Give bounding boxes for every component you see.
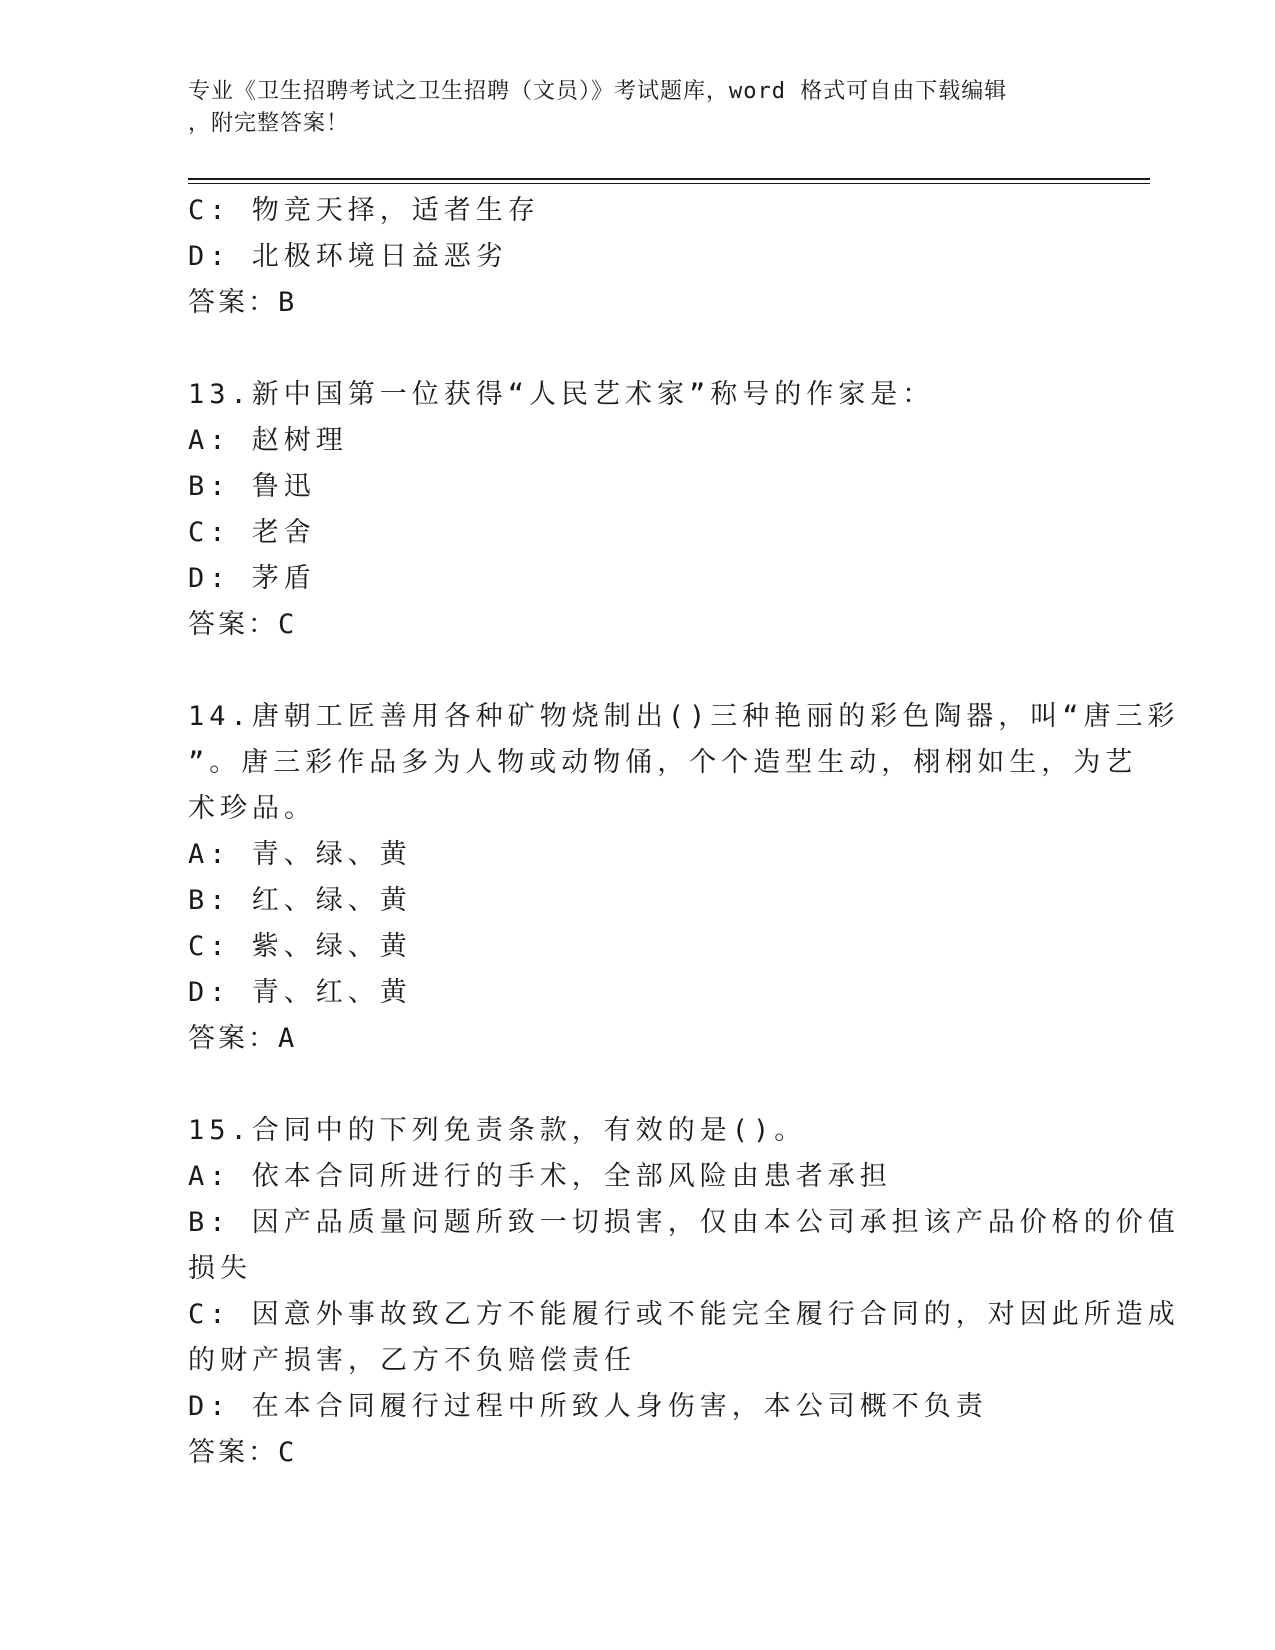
option-c-line-1: C: 因意外事故致乙方不能履行或不能完全履行合同的，对因此所造成 — [188, 1299, 1180, 1330]
answer-line: 答案：B — [188, 287, 298, 318]
question-stem-line-1: 14.唐朝工匠善用各种矿物烧制出()三种艳丽的彩色陶器，叫“唐三彩 — [188, 701, 1180, 732]
spacer — [188, 1062, 1088, 1108]
header-divider-thin — [188, 183, 1150, 184]
option-b-line-2: 损失 — [188, 1253, 252, 1284]
question-12-continued — [188, 188, 1088, 326]
option-c-line-2: 的财产损害，乙方不负赔偿责任 — [188, 1345, 636, 1376]
question-stem-line-3: 术珍品。 — [188, 793, 316, 824]
header-line-1: 专业《卫生招聘考试之卫生招聘（文员）》考试题库，word 格式可自由下载编辑 — [188, 79, 1008, 104]
question-stem: 15.合同中的下列免责条款，有效的是()。 — [188, 1115, 807, 1146]
header-divider-thick — [188, 178, 1150, 180]
option-b: B: 红、绿、黄 — [188, 885, 412, 916]
option-c: C: 物竞天择，适者生存 — [188, 195, 540, 226]
option-c: C: 老舍 — [188, 517, 316, 548]
question-15 — [188, 1108, 1180, 1476]
option-d: D: 青、红、黄 — [188, 977, 412, 1008]
question-14 — [188, 694, 1180, 1062]
option-a: A: 赵树理 — [188, 425, 348, 456]
question-13 — [188, 372, 1088, 648]
document-header — [188, 76, 1068, 140]
question-stem-line-2: ”。唐三彩作品多为人物或动物俑，个个造型生动，栩栩如生，为艺 — [188, 747, 1138, 778]
header-line-2: ，附完整答案！ — [188, 111, 350, 136]
spacer — [188, 326, 1088, 372]
option-d: D: 茅盾 — [188, 563, 316, 594]
option-a: A: 青、绿、黄 — [188, 839, 412, 870]
option-a: A: 依本合同所进行的手术，全部风险由患者承担 — [188, 1161, 892, 1192]
option-d: D: 在本合同履行过程中所致人身伤害，本公司概不负责 — [188, 1391, 988, 1422]
answer-line: 答案：C — [188, 1437, 298, 1468]
answer-line: 答案：A — [188, 1023, 298, 1054]
answer-line: 答案：C — [188, 609, 298, 640]
option-b: B: 鲁迅 — [188, 471, 316, 502]
option-b-line-1: B: 因产品质量问题所致一切损害，仅由本公司承担该产品价格的价值 — [188, 1207, 1180, 1238]
question-stem: 13.新中国第一位获得“人民艺术家”称号的作家是： — [188, 379, 935, 410]
question-content — [188, 188, 1180, 1476]
option-c: C: 紫、绿、黄 — [188, 931, 412, 962]
option-d: D: 北极环境日益恶劣 — [188, 241, 508, 272]
spacer — [188, 648, 1088, 694]
